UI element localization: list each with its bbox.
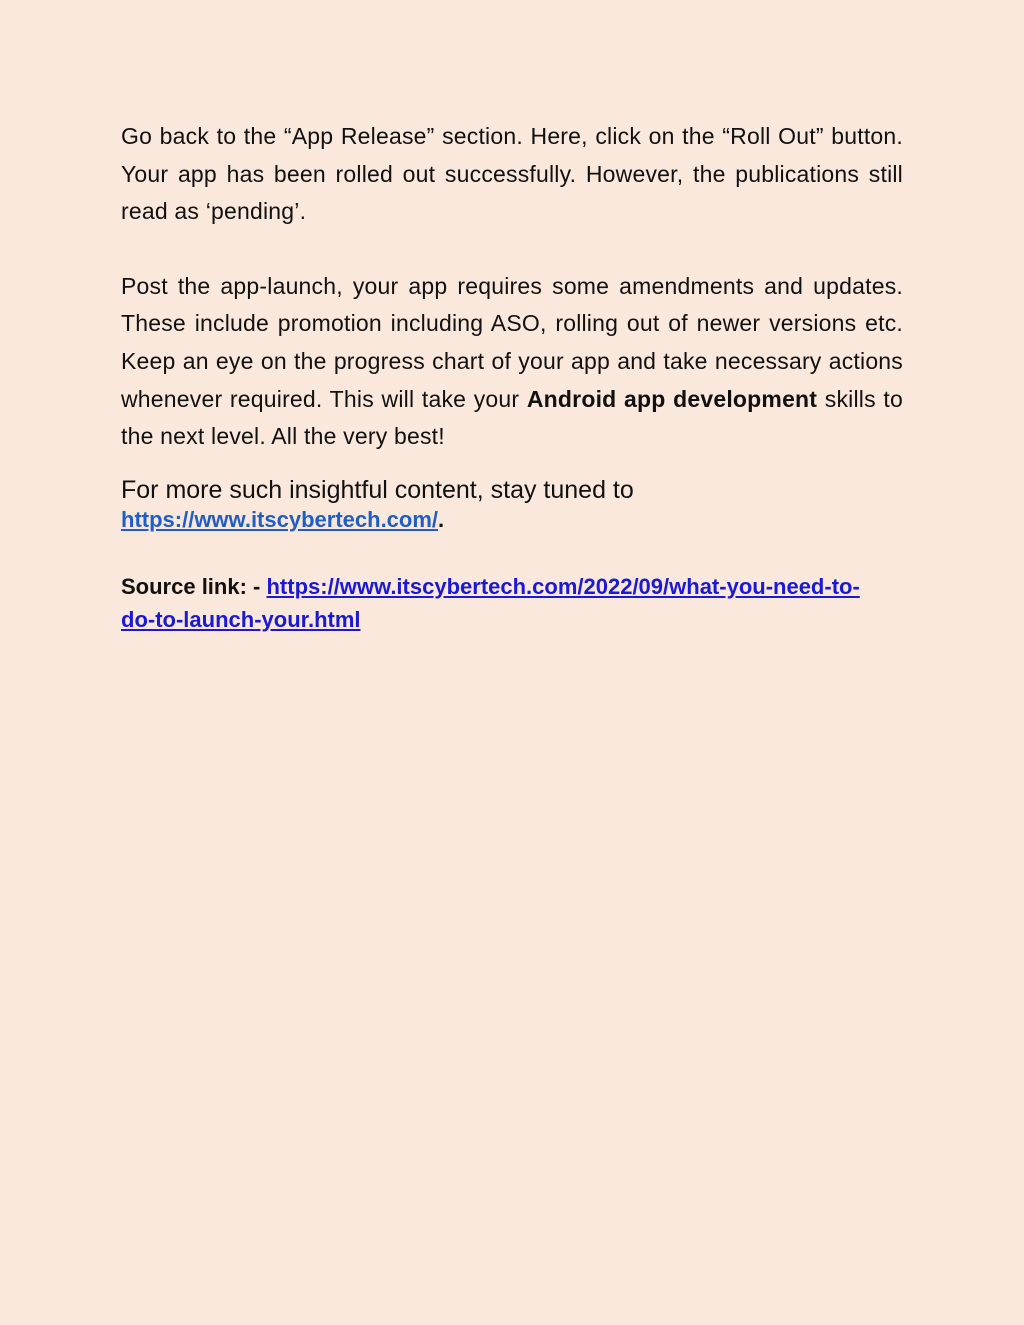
paragraph-post-launch-ending: skills to the next level. All the very best! <box>121 385 903 450</box>
site-link[interactable]: https://www.itscybertech.com/ <box>121 506 439 532</box>
paragraph-post-launch-text: Post the app-launch, your app requires some amendments and updates. These include promotion including ASO, rolling out of newer versions etc. Keep an eye on the progress chart of your app and take necessary actions whenever required. This will take your <box>121 272 903 412</box>
source-link[interactable]: https://www.itscybertech.com/2022/09/what-you-need-to-do-to-launch-your.html <box>121 573 860 632</box>
paragraph-post-launch <box>121 268 903 456</box>
source-label: Source link: - <box>121 573 267 599</box>
more-content-text: For more such insightful content, stay tuned to <box>121 475 634 504</box>
bold-keyword: Android app development <box>526 385 818 412</box>
more-content-link-line <box>121 506 903 534</box>
source-line <box>121 570 861 636</box>
document-body <box>121 118 903 636</box>
paragraph-app-release: Go back to the “App Release” section. Here, click on the “Roll Out” button. Your app has been rolled out successfully. However, the publications still read as ‘pending’. <box>121 123 903 225</box>
site-link-period: . <box>438 506 445 532</box>
